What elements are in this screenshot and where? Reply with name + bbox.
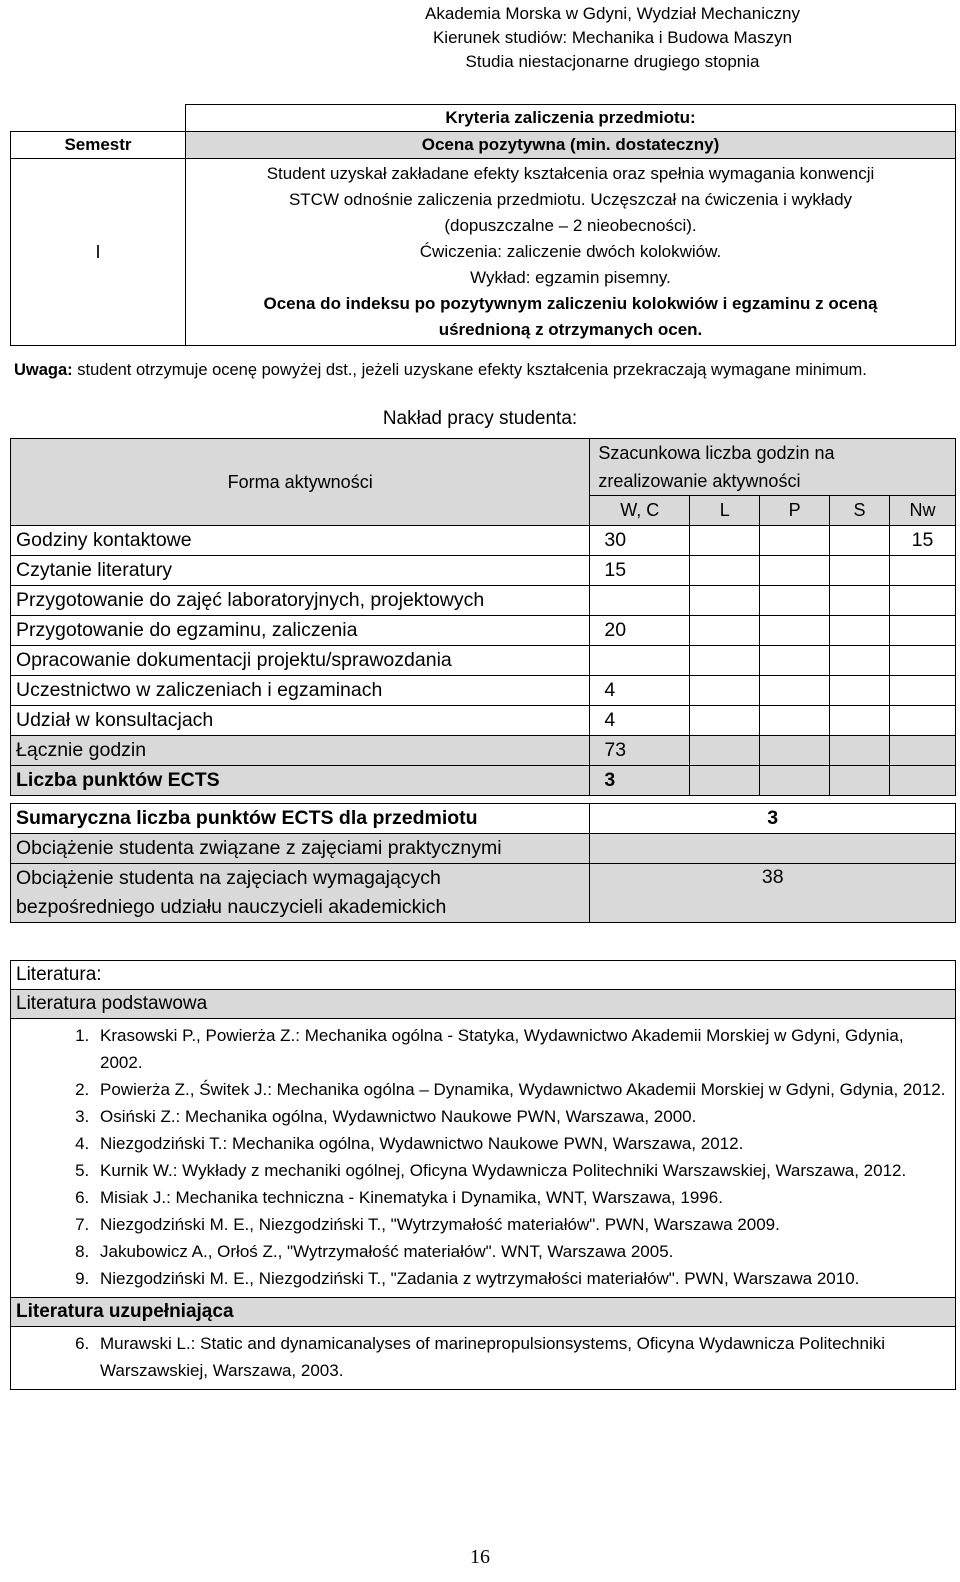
criteria-note xyxy=(14,358,949,383)
hours-cell xyxy=(760,586,830,616)
literature-table xyxy=(10,960,956,1390)
hours-cell xyxy=(830,736,890,766)
hours-cell xyxy=(830,706,890,736)
supplementary-literature-list xyxy=(16,1330,950,1384)
basic-literature-title: Literatura podstawowa xyxy=(11,990,956,1019)
activity-label: Przygotowanie do egzaminu, zaliczenia xyxy=(11,616,590,646)
criteria-line: (dopuszczalne – 2 nieobecności). xyxy=(444,216,697,235)
basic-literature-list xyxy=(16,1022,950,1292)
literature-item: 9. Niezgodziński M. E., Niezgodziński T., "Zadania z wytrzymałości materiałów". PWN, Warszawa 2010. xyxy=(94,1265,950,1292)
hours-cell xyxy=(690,586,760,616)
workload-row xyxy=(11,646,956,676)
ects-label: Liczba punktów ECTS xyxy=(11,766,590,796)
literature-item: 8. Jakubowicz A., Orłoś Z., "Wytrzymałość materiałów". WNT, Warszawa 2005. xyxy=(94,1238,950,1265)
hours-cell xyxy=(830,556,890,586)
activity-label: Opracowanie dokumentacji projektu/sprawozdania xyxy=(11,646,590,676)
hours-cell xyxy=(890,736,956,766)
literature-title: Literatura: xyxy=(11,961,956,990)
hours-cell xyxy=(690,616,760,646)
criteria-line: Student uzyskał zakładane efekty kształcenia oraz spełnia wymagania konwencji xyxy=(266,164,875,183)
workload-row xyxy=(11,556,956,586)
literature-item: 6. Misiak J.: Mechanika techniczna - Kinematyka i Dynamika, WNT, Warszawa, 1996. xyxy=(94,1184,950,1211)
ects-value xyxy=(890,766,956,796)
hours-cell: 15 xyxy=(890,526,956,556)
workload-row xyxy=(11,616,956,646)
activity-label: Czytanie literatury xyxy=(11,556,590,586)
hours-cell xyxy=(830,646,890,676)
activity-label: Przygotowanie do zajęć laboratoryjnych, projektowych xyxy=(11,586,590,616)
ects-value xyxy=(830,766,890,796)
literature-item: 4. Niezgodziński T.: Mechanika ogólna, Wydawnictwo Naukowe PWN, Warszawa, 2012. xyxy=(94,1130,950,1157)
hours-cell xyxy=(890,706,956,736)
hours-cell xyxy=(830,586,890,616)
criteria-title: Kryteria zaliczenia przedmiotu: xyxy=(186,105,956,132)
hours-cell xyxy=(690,676,760,706)
direct-load-label xyxy=(11,864,590,923)
hours-cell: 73 xyxy=(590,736,690,766)
literature-item: 7. Niezgodziński M. E., Niezgodziński T., "Wytrzymałość materiałów". PWN, Warszawa 2009. xyxy=(94,1211,950,1238)
hours-cell xyxy=(890,616,956,646)
ects-total-label: Sumaryczna liczba punktów ECTS dla przedmiotu xyxy=(11,804,590,834)
note-label: Uwaga: xyxy=(14,361,73,379)
summary-table xyxy=(10,803,956,923)
hours-header-line: zrealizowanie aktywności xyxy=(598,471,801,491)
col-header: W, C xyxy=(590,496,690,526)
workload-title: Nakład pracy studenta: xyxy=(382,408,578,429)
hours-cell xyxy=(690,526,760,556)
hours-cell xyxy=(890,646,956,676)
hours-cell xyxy=(690,706,760,736)
practical-load-label: Obciążenie studenta związane z zajęciami praktycznymi xyxy=(11,834,590,864)
ects-value: 3 xyxy=(590,766,690,796)
grade-header: Ocena pozytywna (min. dostateczny) xyxy=(186,132,956,159)
hours-cell xyxy=(760,526,830,556)
hours-cell: 4 xyxy=(590,676,690,706)
criteria-line: Ćwiczenia: zaliczenie dwóch kolokwiów. xyxy=(419,242,722,261)
activity-label: Uczestnictwo w zaliczeniach i egzaminach xyxy=(11,676,590,706)
ects-value xyxy=(690,766,760,796)
hours-cell: 15 xyxy=(590,556,690,586)
literature-item: 1. Krasowski P., Powierża Z.: Mechanika ogólna - Statyka, Wydawnictwo Akademii Morskiej w Gdyni, Gdynia, 2002. xyxy=(94,1022,950,1076)
col-header: S xyxy=(830,496,890,526)
workload-row xyxy=(11,706,956,736)
hours-cell xyxy=(760,706,830,736)
workload-row xyxy=(11,736,956,766)
ects-total-value: 3 xyxy=(590,804,956,834)
hours-cell xyxy=(760,676,830,706)
direct-load-line: Obciążenie studenta na zajęciach wymagających xyxy=(16,867,441,889)
activity-label: Godziny kontaktowe xyxy=(11,526,590,556)
page-number: 16 xyxy=(470,1546,490,1568)
criteria-line: STCW odnośnie zaliczenia przedmiotu. Uczęszczał na ćwiczenia i wykłady xyxy=(288,190,853,209)
criteria-description xyxy=(186,159,956,346)
semester-value: I xyxy=(11,159,186,346)
hours-cell xyxy=(590,646,690,676)
hours-cell xyxy=(890,556,956,586)
criteria-line-bold: Ocena do indeksu po pozytywnym zaliczeniu kolokwiów i egzaminu z oceną xyxy=(263,294,878,313)
supplementary-literature-list-cell xyxy=(11,1327,956,1390)
criteria-line: Wykład: egzamin pisemny. xyxy=(470,268,671,287)
hours-cell xyxy=(830,616,890,646)
workload-table xyxy=(10,438,956,796)
hours-cell xyxy=(890,676,956,706)
hours-cell: 30 xyxy=(590,526,690,556)
basic-literature-list-cell xyxy=(11,1019,956,1298)
activity-label: Udział w konsultacjach xyxy=(11,706,590,736)
workload-row xyxy=(11,676,956,706)
hours-cell xyxy=(760,646,830,676)
hours-cell xyxy=(760,736,830,766)
header-line: Studia niestacjonarne drugiego stopnia xyxy=(465,52,760,71)
hours-header-line: Szacunkowa liczba godzin na xyxy=(598,443,835,463)
hours-cell xyxy=(830,676,890,706)
hours-cell xyxy=(830,526,890,556)
literature-item: 5. Kurnik W.: Wykłady z mechaniki ogólnej, Oficyna Wydawnicza Politechniki Warszawskiej, Warszawa, 2012. xyxy=(94,1157,950,1184)
note-text: student otrzymuje ocenę powyżej dst., jeżeli uzyskane efekty kształcenia przekraczają wymagane minimum. xyxy=(72,361,867,379)
activity-label: Łącznie godzin xyxy=(11,736,590,766)
form-header: Forma aktywności xyxy=(11,439,590,526)
practical-load-value xyxy=(590,834,956,864)
criteria-table xyxy=(10,104,956,346)
document-header xyxy=(0,2,960,74)
col-header: L xyxy=(690,496,760,526)
hours-cell xyxy=(890,586,956,616)
header-line: Kierunek studiów: Mechanika i Budowa Maszyn xyxy=(432,28,793,47)
hours-cell xyxy=(760,616,830,646)
workload-row xyxy=(11,586,956,616)
literature-item: 3. Osiński Z.: Mechanika ogólna, Wydawnictwo Naukowe PWN, Warszawa, 2000. xyxy=(94,1103,950,1130)
hours-cell: 20 xyxy=(590,616,690,646)
semester-header: Semestr xyxy=(11,132,186,159)
literature-item: 6. Murawski L.: Static and dynamicanalyses of marinepropulsionsystems, Oficyna Wydawnicza Politechniki Warszawskiej, Warszawa, 2003. xyxy=(94,1330,950,1384)
literature-item: 2. Powierża Z., Świtek J.: Mechanika ogólna – Dynamika, Wydawnictwo Akademii Morskiej w Gdyni, Gdynia, 2012. xyxy=(94,1076,950,1103)
hours-cell: 4 xyxy=(590,706,690,736)
col-header: P xyxy=(760,496,830,526)
workload-row xyxy=(11,526,956,556)
hours-header xyxy=(590,439,956,496)
ects-value xyxy=(760,766,830,796)
supplementary-literature-title: Literatura uzupełniająca xyxy=(11,1298,956,1327)
direct-load-value: 38 xyxy=(590,864,956,923)
hours-cell xyxy=(690,646,760,676)
header-line: Akademia Morska w Gdyni, Wydział Mechaniczny xyxy=(425,4,800,23)
col-header: Nw xyxy=(890,496,956,526)
criteria-line-bold: uśrednioną z otrzymanych ocen. xyxy=(438,320,703,339)
hours-cell xyxy=(590,586,690,616)
hours-cell xyxy=(690,736,760,766)
hours-cell xyxy=(760,556,830,586)
direct-load-line: bezpośredniego udziału nauczycieli akademickich xyxy=(16,896,447,918)
hours-cell xyxy=(690,556,760,586)
